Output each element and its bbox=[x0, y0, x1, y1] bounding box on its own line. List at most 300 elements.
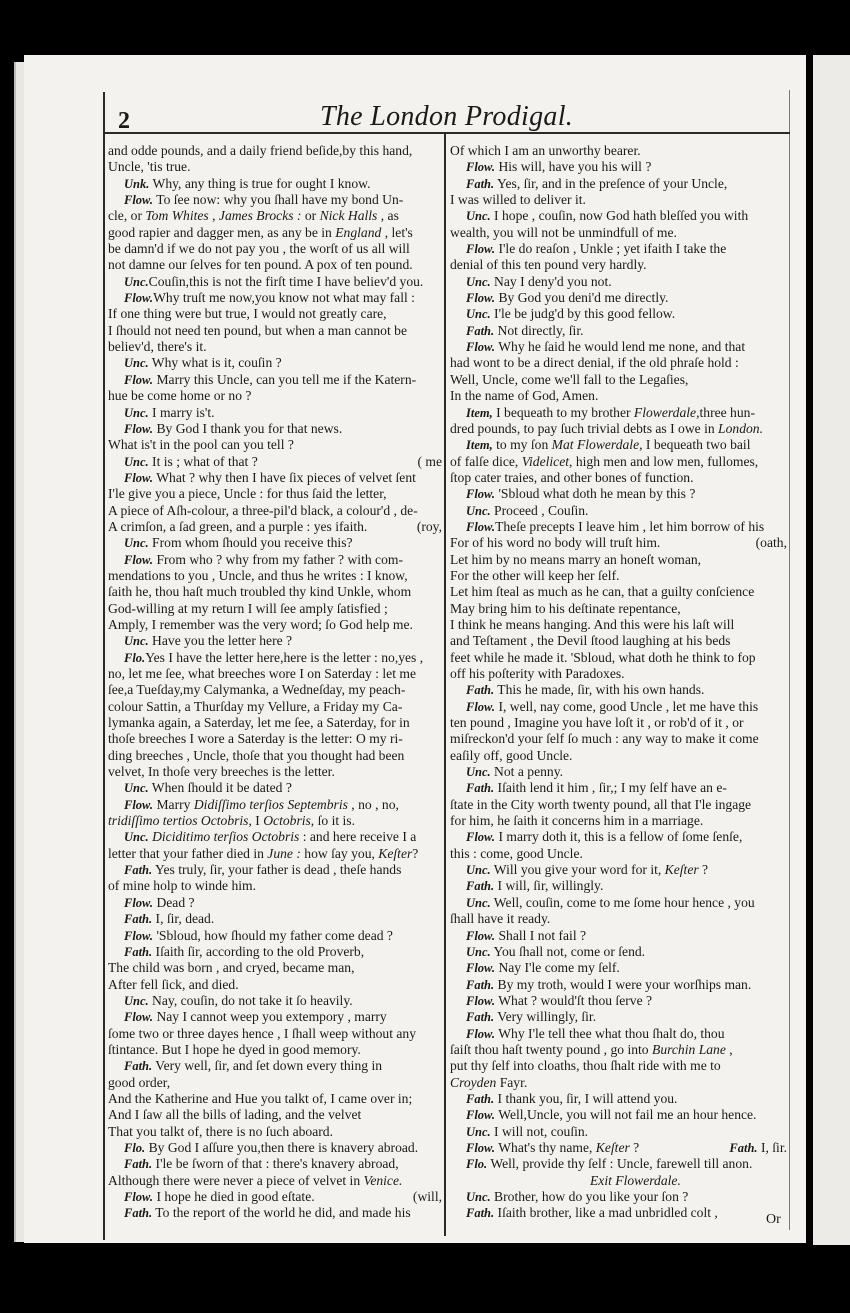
text-run: of mine holp to winde him. bbox=[108, 878, 257, 894]
text-line bbox=[108, 192, 442, 208]
text-line bbox=[450, 1009, 787, 1025]
text-line bbox=[450, 192, 787, 208]
speaker-name: Flow. bbox=[124, 291, 154, 306]
text-line bbox=[108, 405, 442, 421]
text-run: , bbox=[208, 208, 219, 224]
speaker-name: Flow. bbox=[124, 372, 154, 387]
speaker-name: Flow. bbox=[466, 487, 496, 502]
text-run: wealth, you will not be unmindfull of me. bbox=[450, 224, 677, 240]
text-line bbox=[108, 633, 442, 649]
text-run: (will, bbox=[412, 1189, 442, 1204]
text-run: I'le be ſworn of that : there's knavery abroad, bbox=[152, 1156, 399, 1172]
right-column bbox=[450, 143, 787, 1222]
text-line bbox=[108, 339, 442, 355]
left-column bbox=[108, 143, 442, 1222]
text-line bbox=[450, 829, 787, 845]
text-run: I'le be judg'd by this good fellow. bbox=[490, 306, 676, 322]
text-line bbox=[450, 290, 787, 306]
text-run: And I ſaw all the bills of lading, and the velvet bbox=[108, 1107, 362, 1123]
text-line bbox=[108, 1058, 442, 1074]
text-run: Why, any thing is true for ought I know. bbox=[149, 175, 371, 191]
text-line bbox=[108, 601, 442, 617]
text-line bbox=[108, 421, 442, 437]
text-run: By God I aſſure you,then there is knavery abroad. bbox=[145, 1139, 419, 1155]
italic-text: Diciditimo terſios Octobris bbox=[152, 829, 300, 845]
text-run: for him, he ſaith it concerns him in a marriage. bbox=[450, 813, 704, 829]
text-line bbox=[450, 437, 787, 453]
text-line bbox=[450, 813, 787, 829]
text-line bbox=[108, 1205, 442, 1221]
text-line bbox=[450, 1026, 787, 1042]
catchword: Or bbox=[766, 1212, 781, 1227]
text-run: I ſhould not need ten pound, but when a man cannot be bbox=[108, 322, 407, 338]
text-line bbox=[450, 241, 787, 257]
text-run: , bbox=[725, 1041, 733, 1057]
text-run: To the report of the world he did, and made his bbox=[152, 1205, 411, 1221]
text-run: Nay, couſin, do not take it ſo heavily. bbox=[148, 992, 353, 1008]
text-line bbox=[450, 339, 787, 355]
text-line bbox=[450, 633, 787, 649]
text-run: ſtintance. But I hope he dyed in good memory. bbox=[108, 1041, 361, 1057]
text-line bbox=[450, 1124, 787, 1140]
speaker-name: Unc. bbox=[466, 274, 491, 289]
text-line bbox=[450, 650, 787, 666]
speaker-name: Unc. bbox=[124, 274, 149, 289]
text-run: Why he ſaid he would lend me none, and that bbox=[495, 339, 746, 355]
italic-text: Mat Flowerdale bbox=[551, 437, 640, 453]
text-line bbox=[450, 306, 787, 322]
italic-text: Venice. bbox=[363, 1172, 403, 1188]
text-line bbox=[450, 355, 787, 371]
text-line bbox=[108, 699, 442, 715]
text-run: Of which I am an unworthy bearer. bbox=[450, 143, 641, 158]
text-run: The child was born , and cryed, became man, bbox=[108, 960, 355, 976]
text-run: , I bequeath two bail bbox=[639, 437, 751, 453]
text-line bbox=[108, 1156, 442, 1172]
speaker-name: Fath. bbox=[466, 1010, 495, 1025]
text-line bbox=[108, 306, 442, 322]
speaker-name: Fath. bbox=[466, 1091, 495, 1106]
text-run: By God I thank you for that news. bbox=[153, 420, 343, 436]
text-line bbox=[108, 895, 442, 911]
speaker-name: Flow. bbox=[124, 421, 154, 436]
italic-text: James Brocks : bbox=[218, 208, 302, 224]
speaker-name: Fath. bbox=[466, 1206, 495, 1221]
text-line bbox=[450, 176, 787, 192]
text-run: cle, or bbox=[108, 208, 146, 224]
speaker-name: Fath. bbox=[729, 1140, 758, 1155]
speaker-name: Flow. bbox=[466, 961, 496, 976]
text-line bbox=[450, 323, 787, 339]
speaker-name: Fath. bbox=[124, 1059, 153, 1074]
speaker-name: Unc. bbox=[466, 209, 491, 224]
text-line bbox=[450, 715, 787, 731]
speaker-name: Flow. bbox=[124, 470, 154, 485]
text-line bbox=[108, 225, 442, 241]
text-line bbox=[450, 764, 787, 780]
speaker-name: Flow. bbox=[124, 1190, 154, 1204]
text-line bbox=[450, 1140, 787, 1156]
text-line bbox=[450, 257, 787, 273]
text-line bbox=[108, 208, 442, 224]
text-line bbox=[450, 388, 787, 404]
italic-text: Keſter bbox=[378, 845, 413, 861]
text-line bbox=[450, 993, 787, 1009]
text-run: Very willingly, ſir. bbox=[494, 1009, 597, 1025]
text-run: Shall I not fail ? bbox=[495, 927, 587, 943]
text-line bbox=[450, 731, 787, 747]
text-run: I, ſir, dead. bbox=[152, 911, 215, 927]
italic-text: Octobris bbox=[263, 813, 311, 829]
text-line bbox=[108, 928, 442, 944]
text-run: You ſhall not, come or ſend. bbox=[490, 943, 646, 959]
text-run: and Teſtament , the Devil ſtood laughing at his beds bbox=[450, 633, 731, 649]
right-aligned-text bbox=[756, 535, 787, 551]
text-run: Well, provide thy ſelf : Uncle, farewell till anon. bbox=[487, 1156, 753, 1172]
speaker-name: Unc. bbox=[124, 356, 149, 371]
text-run: off his poſterity with Paradoxes. bbox=[450, 666, 625, 681]
speaker-name: Unc. bbox=[466, 765, 491, 780]
text-line bbox=[450, 159, 787, 175]
text-line bbox=[108, 764, 442, 780]
text-line bbox=[108, 1140, 442, 1156]
text-run: (roy, bbox=[416, 518, 442, 534]
speaker-name: Unc. bbox=[124, 634, 149, 649]
text-line bbox=[108, 911, 442, 927]
speaker-name: Flow. bbox=[124, 928, 154, 943]
text-run: I marry is't. bbox=[148, 404, 215, 420]
speaker-name: Flow. bbox=[466, 993, 496, 1008]
speaker-name: Fath. bbox=[466, 323, 495, 338]
text-line bbox=[108, 274, 442, 290]
text-run: Not a penny. bbox=[490, 764, 564, 780]
text-run: of falſe dice, bbox=[450, 453, 522, 469]
text-line bbox=[450, 895, 787, 911]
text-line bbox=[108, 454, 442, 470]
text-run: , no , no, bbox=[347, 796, 399, 812]
speaker-name: Unk. bbox=[124, 176, 150, 191]
text-run: I hope , couſin, now God hath bleſſed you with bbox=[490, 208, 749, 224]
text-run: For the other will keep her ſelf. bbox=[450, 567, 620, 583]
text-run: ? bbox=[698, 862, 709, 878]
text-run: I'le do reaſon , Unkle ; yet ifaith I take the bbox=[495, 241, 727, 257]
speaker-name: Flow. bbox=[124, 1010, 154, 1025]
italic-text: London. bbox=[718, 420, 763, 436]
text-line bbox=[450, 1107, 787, 1123]
speaker-name: Flow. bbox=[466, 519, 496, 534]
text-run: Proceed , Couſin. bbox=[490, 502, 589, 518]
text-line bbox=[108, 682, 442, 698]
text-line bbox=[450, 274, 787, 290]
speaker-name: Fath. bbox=[466, 176, 495, 191]
text-run: What is't in the pool can you tell ? bbox=[108, 437, 294, 453]
text-run: put thy ſelf into cloaths, thou ſhalt ride with me to bbox=[450, 1058, 721, 1074]
speaker-name: Flow. bbox=[466, 242, 496, 257]
text-run: ( me bbox=[417, 453, 442, 469]
text-run: To ſee now: why you ſhall have my bond Un- bbox=[153, 192, 404, 208]
speaker-name: Flow. bbox=[466, 340, 496, 355]
text-line bbox=[450, 535, 787, 551]
text-run: velvet, In thoſe very breeches is the letter. bbox=[108, 764, 335, 780]
text-line bbox=[108, 977, 442, 993]
text-line bbox=[108, 960, 442, 976]
text-line bbox=[108, 1009, 442, 1025]
text-line bbox=[108, 715, 442, 731]
text-run: Will you give your word for it, bbox=[490, 862, 665, 878]
italic-text: Flowerdale bbox=[633, 404, 697, 420]
speaker-name: Unc. bbox=[124, 830, 149, 845]
facing-page-edge bbox=[813, 55, 850, 1245]
text-line bbox=[450, 486, 787, 502]
text-line bbox=[450, 666, 787, 682]
speaker-name: Flow. bbox=[124, 193, 154, 208]
page-number: 2 bbox=[118, 108, 130, 134]
text-line bbox=[108, 584, 442, 600]
text-line bbox=[108, 780, 442, 796]
text-line bbox=[108, 355, 442, 371]
speaker-name: Fath. bbox=[466, 781, 495, 796]
text-line bbox=[108, 290, 442, 306]
text-run: and odde pounds, and a daily friend beſide,by this hand, bbox=[108, 143, 413, 158]
speaker-name: Flow. bbox=[466, 1140, 496, 1155]
frame-left-rule bbox=[103, 92, 105, 1240]
text-line bbox=[450, 862, 787, 878]
text-run: I think he means hanging. And this were his laſt will bbox=[450, 616, 735, 632]
speaker-name: Fath. bbox=[466, 977, 495, 992]
text-line bbox=[450, 1058, 787, 1074]
speaker-name: Fath. bbox=[466, 683, 495, 698]
text-line bbox=[108, 388, 442, 404]
text-run: I, ſir. bbox=[757, 1139, 787, 1155]
text-run: I bequeath to my brother bbox=[492, 404, 634, 420]
speaker-name: Flo. bbox=[124, 1140, 146, 1155]
text-run: ? bbox=[629, 1139, 640, 1155]
text-run: After fell ſick, and died. bbox=[108, 976, 239, 992]
speaker-name: Flo. bbox=[124, 650, 146, 665]
text-run: Why I'le tell thee what thou ſhalt do, thou bbox=[495, 1025, 725, 1041]
text-line bbox=[108, 241, 442, 257]
speaker-name: Flow. bbox=[124, 552, 154, 567]
text-run: ſee,a Tueſday,my Calymanka, a Wedneſday, my peach- bbox=[108, 682, 406, 698]
text-run: I'le give you a piece, Uncle : for thus ſaid the letter, bbox=[108, 486, 387, 502]
text-run: Brother, how do you like your ſon ? bbox=[490, 1189, 689, 1204]
text-run: ſtate in the City worth twenty pound, all that I'le ingage bbox=[450, 796, 752, 812]
text-run: : and here receive I a bbox=[299, 829, 417, 845]
text-run: Well, couſin, come to me ſome hour hence , you bbox=[490, 894, 755, 910]
text-line bbox=[108, 519, 442, 535]
text-line bbox=[450, 846, 787, 862]
text-line bbox=[450, 405, 787, 421]
speaker-name: Flow. bbox=[466, 160, 496, 175]
text-line bbox=[450, 682, 787, 698]
italic-text: June : bbox=[267, 845, 301, 861]
text-line bbox=[450, 552, 787, 568]
text-line bbox=[450, 1173, 787, 1189]
text-run: For of his word no body will truſt him. bbox=[450, 535, 661, 551]
text-line bbox=[108, 1026, 442, 1042]
text-run: denial of this ten pound very hardly. bbox=[450, 257, 647, 273]
text-run: Dead ? bbox=[153, 894, 195, 910]
text-run: I will not, couſin. bbox=[490, 1123, 589, 1139]
text-line bbox=[108, 797, 442, 813]
text-run: ſhall have it ready. bbox=[450, 911, 551, 927]
text-line bbox=[450, 1042, 787, 1058]
speaker-name: Unc. bbox=[124, 454, 149, 469]
text-line bbox=[450, 143, 787, 159]
italic-text: Tom Whites bbox=[145, 208, 209, 224]
speaker-name: Flow. bbox=[466, 291, 496, 306]
text-line bbox=[108, 535, 442, 551]
text-line bbox=[450, 960, 787, 976]
text-line bbox=[108, 1173, 442, 1189]
text-run: Not directly, ſir. bbox=[494, 322, 584, 338]
speaker-name: Item, bbox=[466, 438, 493, 453]
text-run: Yes I have the letter here,here is the letter : no,yes , bbox=[145, 649, 424, 665]
text-run: Well, Uncle, come we'll fall to the Legaſies, bbox=[450, 371, 689, 387]
text-line bbox=[450, 519, 787, 535]
text-line bbox=[108, 568, 442, 584]
text-line bbox=[450, 699, 787, 715]
speaker-name: Unc. bbox=[466, 503, 491, 518]
italic-text: Keſter bbox=[664, 862, 699, 878]
text-line bbox=[108, 486, 442, 502]
speaker-name: Unc. bbox=[466, 895, 491, 910]
text-run: ſome two or three dayes hence , I ſhall weep without any bbox=[108, 1025, 417, 1041]
text-run: Nay I cannot weep you extempory , marry bbox=[153, 1009, 387, 1025]
text-line bbox=[108, 1091, 442, 1107]
text-run: no, let me ſee, what breeches wore I on Saterday : let me bbox=[108, 666, 417, 681]
speaker-name: Unc. bbox=[466, 307, 491, 322]
text-run: I marry doth it, this is a fellow of ſome ſenſe, bbox=[495, 829, 743, 845]
speaker-name: Unc. bbox=[124, 405, 149, 420]
text-run: 'Sbloud what doth he mean by this ? bbox=[495, 486, 696, 502]
speaker-name: Flow. bbox=[124, 797, 154, 812]
text-line bbox=[108, 1189, 442, 1205]
text-run: I will, ſir, willingly. bbox=[494, 878, 604, 894]
text-line bbox=[108, 323, 442, 339]
text-line bbox=[450, 470, 787, 486]
text-line bbox=[450, 1091, 787, 1107]
text-line bbox=[108, 503, 442, 519]
text-line bbox=[108, 993, 442, 1009]
text-run: ten pound , Imagine you have loſt it , or rob'd of it , or bbox=[450, 715, 744, 731]
text-run: to my ſon bbox=[492, 437, 552, 453]
text-run: Marry bbox=[153, 796, 194, 812]
text-run: Although there were never a piece of velvet in bbox=[108, 1172, 364, 1188]
frame-right-rule bbox=[789, 90, 790, 1230]
text-run: (oath, bbox=[755, 535, 787, 551]
text-run: Why what is it, couſin ? bbox=[148, 355, 282, 371]
italic-text: Exit Flowerdale. bbox=[590, 1172, 681, 1188]
text-line bbox=[108, 829, 442, 845]
text-run: What ? why then I have ſix pieces of velvet ſent bbox=[153, 469, 416, 485]
text-line bbox=[450, 584, 787, 600]
text-run: Very well, ſir, and ſet down every thing in bbox=[152, 1058, 383, 1074]
text-line bbox=[450, 928, 787, 944]
text-run: Nay I'le come my ſelf. bbox=[495, 960, 620, 976]
text-line bbox=[108, 878, 442, 894]
text-line bbox=[108, 1075, 442, 1091]
text-run: Have you the letter here ? bbox=[148, 633, 293, 649]
text-line bbox=[450, 568, 787, 584]
text-run: I thank you, ſir, I will attend you. bbox=[494, 1090, 678, 1106]
text-line bbox=[108, 437, 442, 453]
right-aligned-text bbox=[417, 454, 442, 470]
italic-text: Nick Halls bbox=[319, 208, 378, 224]
italic-text: Burchin Lane bbox=[652, 1041, 726, 1057]
text-run: Iſaith ſir, according to the old Proverb, bbox=[152, 943, 365, 959]
text-line bbox=[108, 944, 442, 960]
text-run: not damne our ſelves for ten pound. A pox of ten pound. bbox=[108, 257, 413, 273]
text-run: Let him by no means marry an honeſt woman, bbox=[450, 551, 702, 567]
text-line bbox=[108, 176, 442, 192]
text-run: That you talkt of, there is no ſuch aboard. bbox=[108, 1123, 333, 1139]
speaker-name: Fath. bbox=[124, 863, 153, 878]
text-run: ſaith he, thou haſt much troubled thy kind Unkle, whom bbox=[108, 584, 412, 600]
text-run: had wont to be a direct denial, if the old phraſe hold : bbox=[450, 355, 739, 371]
text-line bbox=[108, 813, 442, 829]
text-run: God-willing at my return I will ſee amply ſatisfied ; bbox=[108, 600, 388, 616]
text-run: Yes truly, ſir, your father is dead , theſe hands bbox=[152, 862, 402, 878]
text-run: , as bbox=[377, 208, 399, 224]
speaker-name: Unc. bbox=[466, 944, 491, 959]
text-line bbox=[450, 797, 787, 813]
text-line bbox=[108, 143, 442, 159]
text-run: ? bbox=[412, 845, 419, 861]
speaker-name: Fath. bbox=[124, 912, 153, 927]
italic-text: England bbox=[335, 224, 382, 240]
text-run: good rapier and dagger men, as any be in bbox=[108, 224, 336, 240]
text-line bbox=[450, 977, 787, 993]
text-line bbox=[450, 421, 787, 437]
speaker-name: Flow. bbox=[466, 1108, 496, 1123]
text-run: 'Sbloud, how ſhould my father come dead ? bbox=[153, 927, 393, 943]
text-run: Let him ſteal as much as he can, that a guilty conſcience bbox=[450, 584, 755, 600]
text-run: or bbox=[301, 208, 320, 224]
text-run: Yes, ſir, and in the preſence of your Uncle, bbox=[494, 175, 728, 191]
text-run: Why truſt me now,you know not what may fall : bbox=[153, 290, 415, 306]
text-line bbox=[108, 731, 442, 747]
column-divider bbox=[444, 134, 446, 1236]
text-line bbox=[450, 1156, 787, 1172]
text-run: Nay I deny'd you not. bbox=[490, 273, 612, 289]
speaker-name: Flow. bbox=[124, 895, 154, 910]
text-run: letter that your father died in bbox=[108, 845, 268, 861]
running-title: The London Prodigal. bbox=[320, 101, 574, 132]
italic-text: Videlicet bbox=[521, 453, 570, 469]
text-run: His will, have you his will ? bbox=[495, 159, 652, 175]
italic-text: tridiſſimo tertios Octobris bbox=[108, 813, 249, 829]
text-line bbox=[108, 846, 442, 862]
text-run: Uncle, 'tis true. bbox=[108, 159, 191, 175]
text-run: good order, bbox=[108, 1074, 171, 1090]
text-line bbox=[108, 1107, 442, 1123]
text-run: lymanka again, a Saterday, let me ſee, a Saterday, for in bbox=[108, 715, 410, 731]
text-line bbox=[108, 650, 442, 666]
text-run: When ſhould it be dated ? bbox=[148, 780, 292, 796]
italic-text: Croyden bbox=[450, 1074, 497, 1090]
text-line bbox=[108, 862, 442, 878]
text-run: , I bbox=[248, 813, 264, 829]
text-run: What's thy name, bbox=[495, 1139, 596, 1155]
text-run: I, well, nay come, good Uncle , let me have this bbox=[495, 698, 759, 714]
text-run: From whom ſhould you receive this? bbox=[148, 535, 353, 551]
italic-text: Keſter bbox=[595, 1139, 630, 1155]
text-run: be damn'd if we do not pay you , the worſt of us all will bbox=[108, 241, 410, 257]
italic-text: Didiſſimo terſios Septembris bbox=[193, 796, 348, 812]
speaker-name: Item, bbox=[466, 405, 493, 420]
right-aligned-text bbox=[729, 1140, 787, 1156]
